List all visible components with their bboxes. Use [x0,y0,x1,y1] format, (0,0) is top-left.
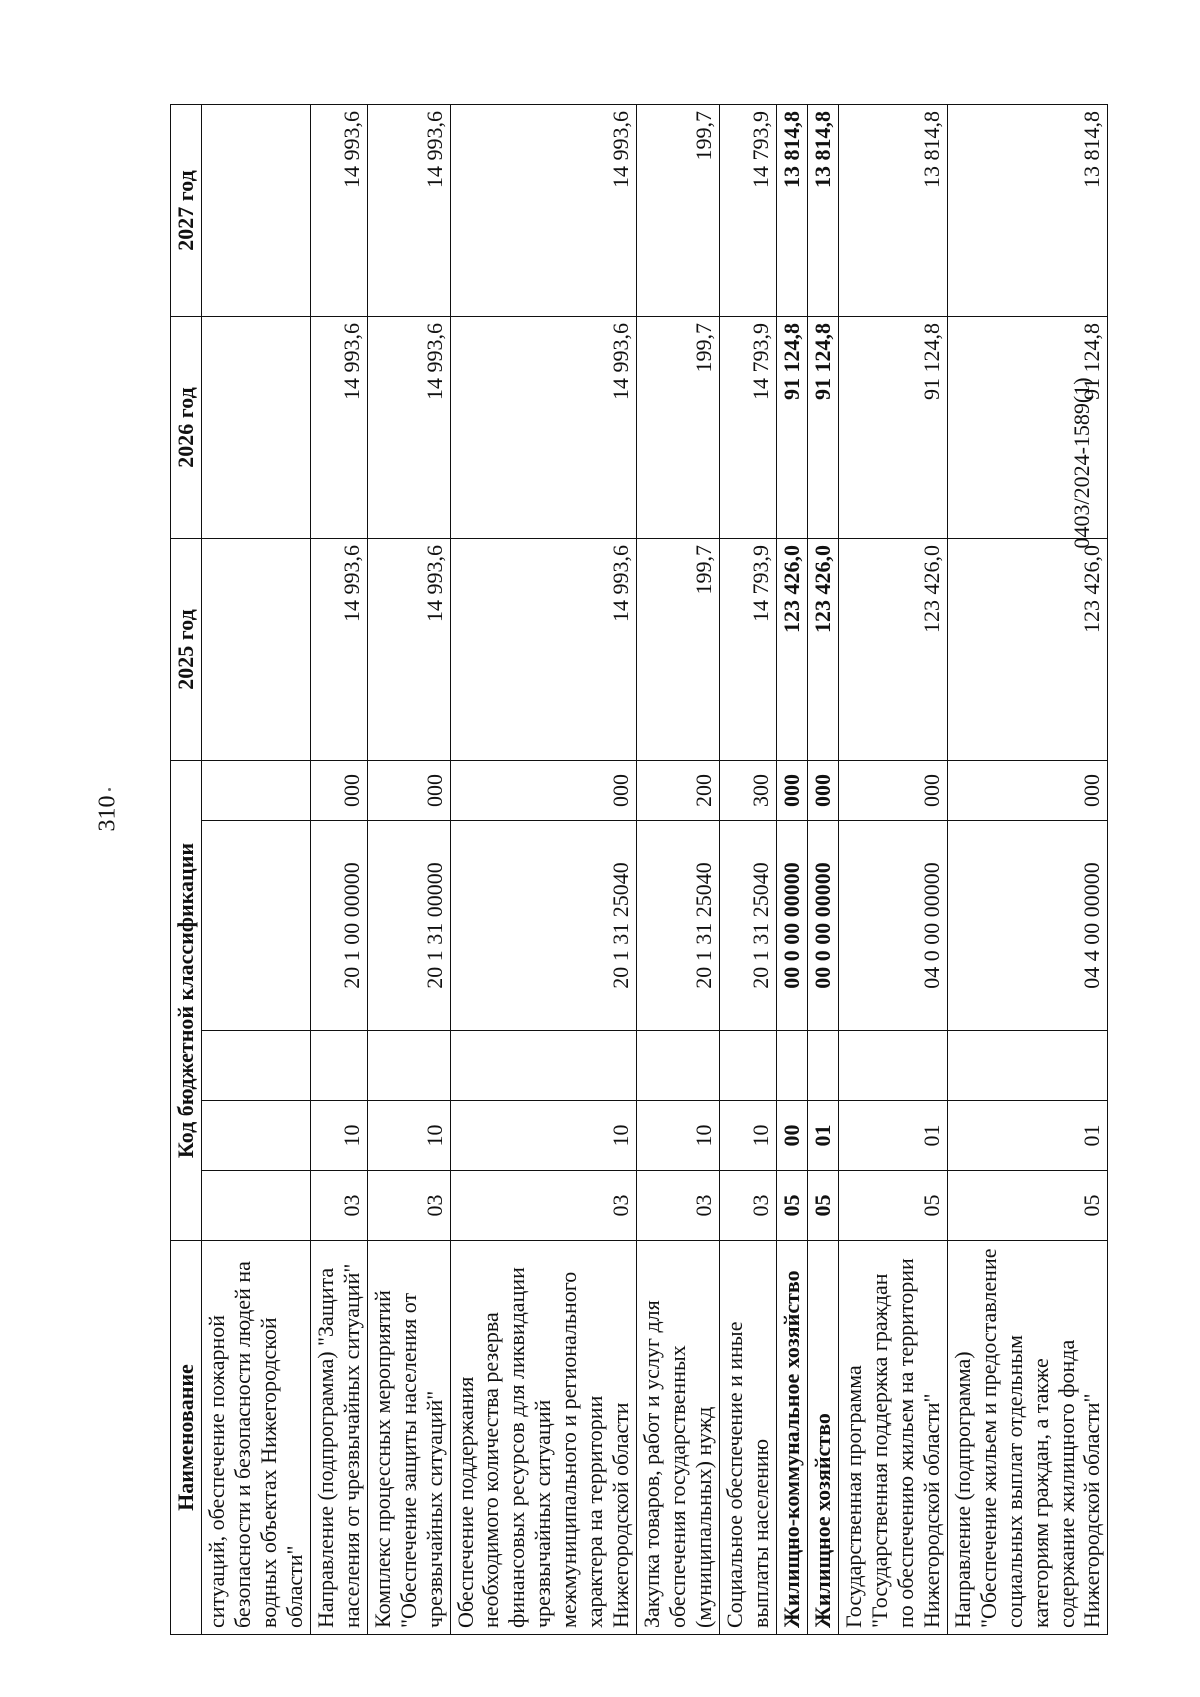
row-code-blank [367,1031,450,1101]
row-code-type: 000 [310,761,367,821]
row-code-target [201,821,310,1031]
row-value-2026: 91 124,8 [776,317,807,539]
row-value-2025 [201,539,310,761]
row-code-section: 03 [310,1171,367,1241]
table-body [201,105,1107,1635]
table-header-row [171,105,202,1635]
row-name: Социальное обеспечение и иные выплаты населению [720,1241,777,1635]
row-code-type: 300 [720,761,777,821]
row-code-section: 05 [838,1171,947,1241]
row-code-subsection: 10 [720,1101,777,1171]
row-value-2026: 199,7 [637,317,720,539]
row-value-2025: 14 793,9 [720,539,777,761]
row-value-2026: 14 993,6 [450,317,637,539]
row-value-2027: 14 993,6 [310,105,367,317]
row-value-2027: 13 814,8 [807,105,838,317]
row-name: Комплекс процессных мероприятий "Обеспечение защиты населения от чрезвычайных ситуаций" [367,1241,450,1635]
row-code-blank [201,1031,310,1101]
row-code-target: 20 1 00 00000 [310,821,367,1031]
table-row [720,105,777,1635]
row-code-section [201,1171,310,1241]
row-code-section: 03 [367,1171,450,1241]
table-row [367,105,450,1635]
header-name: Наименование [171,1241,202,1635]
row-code-subsection: 10 [637,1101,720,1171]
table-row [807,105,838,1635]
row-value-2025: 14 993,6 [310,539,367,761]
row-code-subsection: 10 [310,1101,367,1171]
row-code-target: 04 0 00 00000 [838,821,947,1031]
row-code-blank [947,1031,1108,1101]
row-name: Направление (подпрограмма) "Защита населения от чрезвычайных ситуаций" [310,1241,367,1635]
row-value-2025: 123 426,0 [947,539,1108,761]
row-code-subsection: 01 [838,1101,947,1171]
row-name: Обеспечение поддержания необходимого количества резерва финансовых ресурсов для ликвидации чрезвычайных ситуаций межмуниципального и регионального характера на территории Нижегородской области [450,1241,637,1635]
row-code-type: 000 [776,761,807,821]
row-value-2026: 91 124,8 [947,317,1108,539]
document-code: 0403/2024-1589(1) [1069,377,1094,549]
row-code-section: 05 [807,1171,838,1241]
row-code-subsection [201,1101,310,1171]
row-code-type [201,761,310,821]
row-value-2027: 199,7 [637,105,720,317]
row-code-blank [838,1031,947,1101]
row-code-target: 20 1 31 25040 [450,821,637,1031]
row-code-type: 000 [450,761,637,821]
row-value-2025: 14 993,6 [450,539,637,761]
row-value-2027: 14 993,6 [367,105,450,317]
row-code-type: 200 [637,761,720,821]
row-value-2026: 14 993,6 [367,317,450,539]
row-code-section: 03 [637,1171,720,1241]
row-code-blank [720,1031,777,1101]
row-value-2027: 13 814,8 [947,105,1108,317]
header-2026: 2026 год [171,317,202,539]
row-code-target: 20 1 31 25040 [720,821,777,1031]
header-2027: 2027 год [171,105,202,317]
row-name: Жилищное хозяйство [807,1241,838,1635]
row-name: Государственная программа "Государственная поддержка граждан по обеспечению жильем на территории Нижегородской области" [838,1241,947,1635]
table-row [838,105,947,1635]
row-code-target: 20 1 31 00000 [367,821,450,1031]
row-code-type: 000 [947,761,1108,821]
table-row [947,105,1108,1635]
row-code-target: 20 1 31 25040 [637,821,720,1031]
table-row [310,105,367,1635]
row-code-blank [637,1031,720,1101]
row-value-2026: 14 793,9 [720,317,777,539]
row-value-2025: 123 426,0 [807,539,838,761]
row-code-type: 000 [807,761,838,821]
row-code-blank [807,1031,838,1101]
budget-table [170,104,1108,1635]
row-value-2026: 91 124,8 [807,317,838,539]
row-code-target: 00 0 00 00000 [807,821,838,1031]
row-code-type: 000 [838,761,947,821]
row-value-2025: 123 426,0 [838,539,947,761]
row-value-2027: 14 993,6 [450,105,637,317]
row-code-section: 05 [947,1171,1108,1241]
table-row [776,105,807,1635]
row-value-2025: 199,7 [637,539,720,761]
row-code-target: 00 0 00 00000 [776,821,807,1031]
header-code: Код бюджетной классификации [171,761,202,1241]
row-value-2026 [201,317,310,539]
row-value-2027: 13 814,8 [838,105,947,317]
row-name: Направление (подпрограмма) "Обеспечение жильем и предоставление социальных выплат отдельным категориям граждан, а также содержание жилищного фонда Нижегородской области" [947,1241,1108,1635]
row-value-2026: 14 993,6 [310,317,367,539]
row-name: ситуаций, обеспечение пожарной безопасности и безопасности людей на водных объектах Нижегородской области" [201,1241,310,1635]
row-value-2026: 91 124,8 [838,317,947,539]
row-code-blank [310,1031,367,1101]
row-code-section: 03 [720,1171,777,1241]
row-code-type: 000 [367,761,450,821]
row-code-blank [450,1031,637,1101]
table-row [450,105,637,1635]
row-value-2027 [201,105,310,317]
row-code-section: 05 [776,1171,807,1241]
row-code-subsection: 01 [807,1101,838,1171]
row-code-subsection: 10 [450,1101,637,1171]
row-code-section: 03 [450,1171,637,1241]
row-code-subsection: 00 [776,1101,807,1171]
table-row [637,105,720,1635]
page-number: 310 [94,795,121,832]
header-2025: 2025 год [171,539,202,761]
row-code-subsection: 10 [367,1101,450,1171]
row-code-blank [776,1031,807,1101]
row-name: Закупка товаров, работ и услуг для обеспечения государственных (муниципальных) нужд [637,1241,720,1635]
row-code-subsection: 01 [947,1101,1108,1171]
row-value-2027: 14 793,9 [720,105,777,317]
table-row [201,105,310,1635]
row-value-2027: 13 814,8 [776,105,807,317]
row-value-2025: 14 993,6 [367,539,450,761]
row-name: Жилищно-коммунальное хозяйство [776,1241,807,1635]
row-code-target: 04 4 00 00000 [947,821,1108,1031]
row-value-2025: 123 426,0 [776,539,807,761]
